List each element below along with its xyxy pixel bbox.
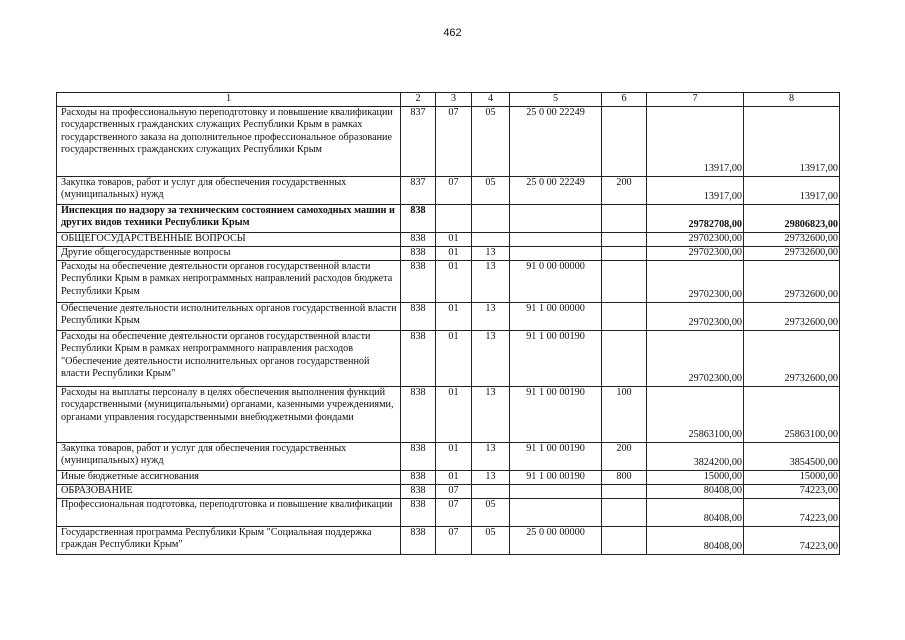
row-amount-year1-cell: 80408,00 (647, 498, 744, 526)
row-amount-year2-cell: 29732600,00 (744, 330, 840, 386)
row-expense-type-cell (602, 232, 647, 246)
row-target-article-cell: 91 0 00 00000 (510, 260, 602, 302)
row-code-cell: 838 (401, 386, 436, 442)
row-expense-type-cell (602, 260, 647, 302)
row-code-cell: 838 (401, 260, 436, 302)
row-subsection-cell (472, 484, 510, 498)
row-name-cell: Государственная программа Республики Крым "Социальная поддержка граждан Республики Крым" (57, 526, 401, 554)
row-subsection-cell: 13 (472, 330, 510, 386)
row-amount-year2-cell: 13917,00 (744, 176, 840, 204)
row-expense-type-cell (602, 246, 647, 260)
row-name-cell: Профессиональная подготовка, переподготовка и повышение квалификации (57, 498, 401, 526)
row-name-cell: Закупка товаров, работ и услуг для обеспечения государственных (муниципальных) нужд (57, 176, 401, 204)
row-subsection-cell (472, 204, 510, 232)
row-section-cell: 07 (436, 176, 472, 204)
row-expense-type-cell (602, 302, 647, 330)
row-expense-type-cell: 800 (602, 470, 647, 484)
row-section-cell: 01 (436, 260, 472, 302)
table-row (57, 498, 840, 526)
row-amount-year2-cell: 29732600,00 (744, 232, 840, 246)
row-subsection-cell: 13 (472, 386, 510, 442)
row-amount-year1-cell: 13917,00 (647, 106, 744, 176)
row-target-article-cell: 25 0 00 22249 (510, 106, 602, 176)
row-subsection-cell: 13 (472, 302, 510, 330)
row-name-cell: Другие общегосударственные вопросы (57, 246, 401, 260)
row-code-cell: 838 (401, 470, 436, 484)
row-amount-year1-cell: 29702300,00 (647, 302, 744, 330)
header-cell-4: 4 (472, 93, 510, 107)
row-code-cell: 838 (401, 498, 436, 526)
row-target-article-cell: 25 0 00 22249 (510, 176, 602, 204)
row-amount-year2-cell: 3854500,00 (744, 442, 840, 470)
row-name-cell: Расходы на обеспечение деятельности органов государственной власти Республики Крым в рамках непрограммного направления расходов "Обеспечение деятельности исполнительных органов государственной власти Республики Крым" (57, 330, 401, 386)
row-amount-year2-cell: 25863100,00 (744, 386, 840, 442)
row-name-cell: Закупка товаров, работ и услуг для обеспечения государственных (муниципальных) нужд (57, 442, 401, 470)
table-row (57, 260, 840, 302)
row-section-cell (436, 204, 472, 232)
row-expense-type-cell: 100 (602, 386, 647, 442)
row-amount-year1-cell: 80408,00 (647, 484, 744, 498)
row-amount-year2-cell: 29732600,00 (744, 246, 840, 260)
table-row (57, 330, 840, 386)
row-expense-type-cell (602, 204, 647, 232)
row-code-cell: 838 (401, 526, 436, 554)
header-cell-7: 7 (647, 93, 744, 107)
row-name-cell: Инспекция по надзору за техническим состоянием самоходных машин и других видов техники Республики Крым (57, 204, 401, 232)
table-row (57, 470, 840, 484)
header-cell-8: 8 (744, 93, 840, 107)
row-target-article-cell: 91 1 00 00190 (510, 442, 602, 470)
row-amount-year1-cell: 25863100,00 (647, 386, 744, 442)
row-name-cell: Расходы на обеспечение деятельности органов государственной власти Республики Крым в рамках непрограммных направлений расходов бюджета Республики Крым (57, 260, 401, 302)
row-section-cell: 01 (436, 302, 472, 330)
row-section-cell: 07 (436, 484, 472, 498)
row-amount-year2-cell: 74223,00 (744, 498, 840, 526)
table-row (57, 106, 840, 176)
row-target-article-cell (510, 484, 602, 498)
table-row (57, 526, 840, 554)
row-name-cell: Расходы на профессиональную переподготовку и повышение квалификации государственных гражданских служащих Республики Крым в рамках государственного заказа на дополнительное профессиональное образование государственных гражданских служащих Республики Крым (57, 106, 401, 176)
row-name-cell: Обеспечение деятельности исполнительных органов государственной власти Республики Крым (57, 302, 401, 330)
row-name-cell: Иные бюджетные ассигнования (57, 470, 401, 484)
row-expense-type-cell (602, 526, 647, 554)
row-code-cell: 838 (401, 330, 436, 386)
row-amount-year2-cell: 29732600,00 (744, 302, 840, 330)
row-target-article-cell: 91 1 00 00190 (510, 386, 602, 442)
row-expense-type-cell (602, 484, 647, 498)
row-subsection-cell: 05 (472, 106, 510, 176)
row-amount-year2-cell: 15000,00 (744, 470, 840, 484)
row-section-cell: 01 (436, 470, 472, 484)
header-cell-1: 1 (57, 93, 401, 107)
row-target-article-cell: 91 1 00 00190 (510, 330, 602, 386)
row-amount-year2-cell: 29806823,00 (744, 204, 840, 232)
row-name-cell: ОБЩЕГОСУДАРСТВЕННЫЕ ВОПРОСЫ (57, 232, 401, 246)
row-amount-year2-cell: 13917,00 (744, 106, 840, 176)
row-subsection-cell: 05 (472, 176, 510, 204)
row-expense-type-cell: 200 (602, 176, 647, 204)
header-row (57, 93, 840, 107)
row-code-cell: 838 (401, 246, 436, 260)
row-code-cell: 837 (401, 106, 436, 176)
row-amount-year1-cell: 29702300,00 (647, 246, 744, 260)
row-amount-year1-cell: 15000,00 (647, 470, 744, 484)
row-subsection-cell: 13 (472, 470, 510, 484)
row-subsection-cell: 05 (472, 526, 510, 554)
row-code-cell: 838 (401, 442, 436, 470)
row-target-article-cell: 91 1 00 00190 (510, 470, 602, 484)
row-target-article-cell (510, 232, 602, 246)
table-row (57, 484, 840, 498)
budget-table (56, 92, 840, 555)
row-code-cell: 838 (401, 232, 436, 246)
row-amount-year1-cell: 29702300,00 (647, 260, 744, 302)
row-code-cell: 838 (401, 484, 436, 498)
row-target-article-cell (510, 246, 602, 260)
row-subsection-cell: 13 (472, 442, 510, 470)
row-amount-year2-cell: 74223,00 (744, 484, 840, 498)
table-row (57, 204, 840, 232)
table-row (57, 442, 840, 470)
row-section-cell: 07 (436, 526, 472, 554)
row-subsection-cell (472, 232, 510, 246)
table-row (57, 246, 840, 260)
row-amount-year1-cell: 29702300,00 (647, 232, 744, 246)
row-section-cell: 01 (436, 442, 472, 470)
row-section-cell: 01 (436, 246, 472, 260)
table-row (57, 176, 840, 204)
row-expense-type-cell (602, 498, 647, 526)
row-section-cell: 01 (436, 386, 472, 442)
header-cell-5: 5 (510, 93, 602, 107)
row-amount-year1-cell: 13917,00 (647, 176, 744, 204)
header-cell-3: 3 (436, 93, 472, 107)
row-name-cell: Расходы на выплаты персоналу в целях обеспечения выполнения функций государственными (муниципальными) органами, казенными учреждениями, органами управления государственными внебюджетными фондами (57, 386, 401, 442)
row-target-article-cell (510, 204, 602, 232)
table-row (57, 386, 840, 442)
header-cell-6: 6 (602, 93, 647, 107)
row-amount-year1-cell: 80408,00 (647, 526, 744, 554)
row-target-article-cell: 91 1 00 00000 (510, 302, 602, 330)
row-name-cell: ОБРАЗОВАНИЕ (57, 484, 401, 498)
row-section-cell: 01 (436, 232, 472, 246)
row-amount-year1-cell: 3824200,00 (647, 442, 744, 470)
row-expense-type-cell (602, 106, 647, 176)
row-amount-year1-cell: 29782708,00 (647, 204, 744, 232)
row-code-cell: 838 (401, 302, 436, 330)
row-subsection-cell: 05 (472, 498, 510, 526)
row-section-cell: 07 (436, 498, 472, 526)
row-section-cell: 07 (436, 106, 472, 176)
row-amount-year1-cell: 29702300,00 (647, 330, 744, 386)
header-cell-2: 2 (401, 93, 436, 107)
row-amount-year2-cell: 74223,00 (744, 526, 840, 554)
row-expense-type-cell (602, 330, 647, 386)
row-section-cell: 01 (436, 330, 472, 386)
table-row (57, 302, 840, 330)
row-code-cell: 838 (401, 204, 436, 232)
row-subsection-cell: 13 (472, 260, 510, 302)
row-expense-type-cell: 200 (602, 442, 647, 470)
row-subsection-cell: 13 (472, 246, 510, 260)
row-code-cell: 837 (401, 176, 436, 204)
row-amount-year2-cell: 29732600,00 (744, 260, 840, 302)
row-target-article-cell (510, 498, 602, 526)
page-number: 462 (443, 27, 462, 39)
row-target-article-cell: 25 0 00 00000 (510, 526, 602, 554)
table-row (57, 232, 840, 246)
